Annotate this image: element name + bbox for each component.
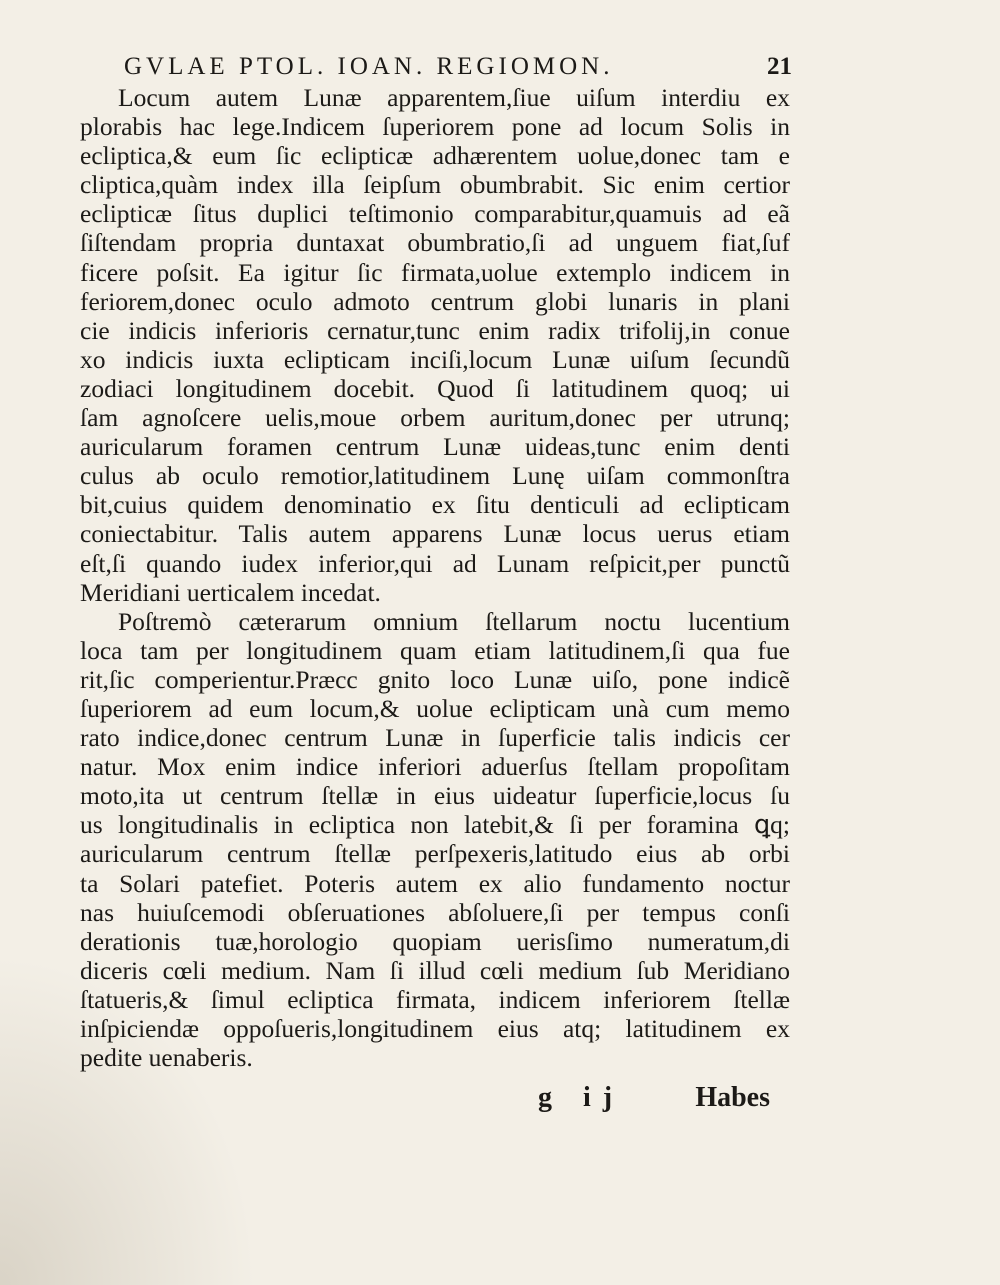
- text-line: plorabis hac lege.Indicem ſuperiorem pone ad locum Solis in: [80, 112, 790, 142]
- text-line: auricularum centrum ſtellæ perſpexeris,latitudo eius ab orbi: [80, 839, 790, 869]
- text-line: inſpiciendæ oppoſueris,longitudinem eius atq; latitudinem ex: [80, 1014, 790, 1043]
- text-line: ſuperiorem ad eum locum,& uolue eclipticam unà cum memo: [80, 693, 790, 723]
- text-line: cie indicis inferioris cernatur,tunc enim radix trifolij,in conue: [80, 315, 790, 345]
- text-line: us longitudinalis in ecliptica non latebit,& ſi per foramina ꝗq;: [80, 810, 790, 840]
- text-line: natur. Mox enim indice inferiori aduerſus ſtellam propoſitam: [80, 752, 790, 782]
- text-line: ſtatueris,& ſimul ecliptica firmata, indicem inferiorem ſtellæ: [80, 984, 790, 1014]
- text-line: xo indicis iuxta eclipticam inciſi,locum Lunæ uiſum ſecundũ: [80, 344, 790, 374]
- text-line: derationis tuæ,horologio quopiam uerisſimo numeratum,di: [80, 926, 790, 956]
- catchword: Habes: [695, 1082, 770, 1113]
- text-line: Poſtremò cæterarum omnium ſtellarum noctu lucentium: [118, 606, 790, 636]
- page-footer: [530, 1080, 770, 1116]
- text-line: nas huiuſcemodi obſeruationes abſoluere,ſi per tempus conſi: [80, 897, 790, 927]
- text-line: ſiſtendam propria duntaxat obumbratio,ſi ad unguem fiat,ſuf: [80, 228, 790, 258]
- text-line: feriorem,donec oculo admoto centrum globi lunaris in plani: [80, 286, 790, 316]
- text-line: coniectabitur. Talis autem apparens Lunæ locus uerus etiam: [80, 519, 790, 549]
- text-line: ecliptica,& eum ſic eclipticæ adhærentem uolue,donec tam e: [80, 141, 790, 171]
- text-line: ta Solari patefiet. Poteris autem ex alio fundamento noctur: [80, 868, 790, 898]
- text-line: rit,ſic comperientur.Præcc gnito loco Lunæ uiſo, pone indicẽ: [80, 664, 790, 694]
- text-line: rato indice,donec centrum Lunæ in ſuperficie talis indicis cer: [80, 723, 790, 753]
- text-line: ſam agnoſcere uelis,moue orbem auritum,donec per utrunq;: [80, 403, 790, 433]
- body-text: [80, 83, 790, 1072]
- text-line: eclipticæ ſitus duplici teſtimonio comparabitur,quamuis ad eã: [80, 199, 790, 229]
- text-line: loca tam per longitudinem quam etiam latitudinem,ſi qua fue: [80, 635, 790, 665]
- page-number: 21: [767, 53, 792, 80]
- text-line: cliptica,quàm index illa ſeipſum obumbrabit. Sic enim certior: [80, 170, 790, 200]
- text-line: diceris cœli medium. Nam ſi illud cœli medium ſub Meridiano: [80, 955, 790, 985]
- running-head: GVLAE PTOL. IOAN. REGIOMON.: [124, 53, 614, 80]
- text-line: bit,cuius quidem denominatio ex ſitu denticuli ad eclipticam: [80, 490, 790, 520]
- page-header: [62, 50, 792, 84]
- text-line: culus ab oculo remotior,latitudinem Lunę uiſam commonſtra: [80, 461, 790, 491]
- text-line: Locum autem Lunæ apparentem,ſiue uiſum interdiu ex: [118, 83, 790, 112]
- text-line: moto,ita ut centrum ſtellæ in eius uideatur ſuperficie,locus ſu: [80, 781, 790, 811]
- text-line: Meridiani uerticalem incedat.: [80, 577, 381, 607]
- text-line: eſt,ſi quando iudex inferior,qui ad Lunam reſpicit,per punctũ: [80, 548, 790, 578]
- text-line: zodiaci longitudinem docebit. Quod ſi latitudinem quoq; ui: [80, 373, 790, 403]
- signature-mark: g ij: [538, 1082, 625, 1113]
- text-line: pedite uenaberis.: [80, 1043, 253, 1073]
- text-line: auricularum foramen centrum Lunæ uideas,tunc enim denti: [80, 432, 790, 462]
- text-line: ficere poſsit. Ea igitur ſic firmata,uolue extemplo indicem in: [80, 257, 790, 287]
